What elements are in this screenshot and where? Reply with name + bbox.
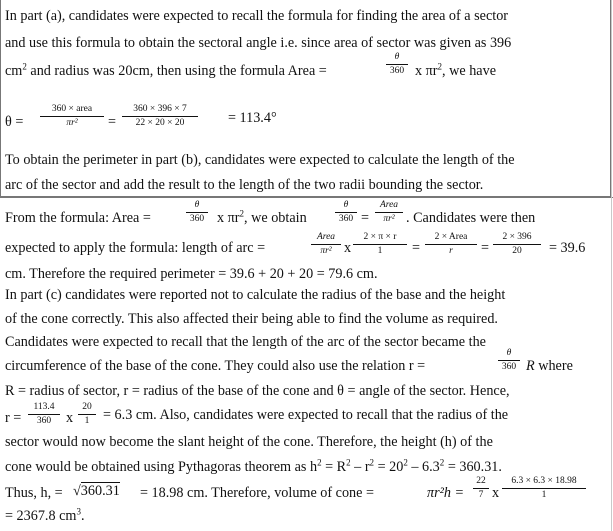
part-c-line-1: In part (c) candidates were reported not to calculate the radius of the base and the height — [5, 287, 506, 303]
fraction-theta-360: θ 360 — [386, 52, 408, 77]
fraction-1134-360: 113.4 360 — [28, 402, 60, 427]
fraction-360-area: 360 × area πr² — [40, 104, 104, 129]
times-x: x — [344, 240, 352, 256]
part-b-line-2: arc of the sector and add the result to the length of the two radii bounding the sector. — [5, 177, 484, 193]
times-x: x — [492, 485, 500, 501]
r-label: r = — [5, 410, 22, 426]
working-line-1: From the formula: Area = — [5, 210, 151, 226]
fraction-area-pir2: Area πr² — [375, 200, 403, 225]
part-c-line-4: circumference of the base of the cone. They could also use the relation r = — [5, 358, 426, 374]
equals-sign: = — [481, 240, 490, 256]
fraction-20-1: 20 1 — [78, 402, 96, 427]
fraction-2area-r: 2 × Area r — [425, 232, 477, 257]
part-c-line-6: = 6.3 cm. Also, candidates were expected to recall that the radius of the — [103, 407, 509, 423]
equals-sign: = — [108, 114, 117, 130]
part-a-line-1: In part (a), candidates were expected to recall the formula for finding the area of a sector — [5, 8, 509, 24]
right-border — [611, 0, 612, 531]
fraction-2396-20: 2 × 396 20 — [493, 232, 541, 257]
part-c-line-9b: = 18.98 cm. Therefore, volume of cone = — [140, 485, 374, 501]
arc-length-result: = 39.6 — [549, 240, 586, 256]
fraction-theta-360-c: θ 360 — [335, 200, 357, 225]
volume-result: = 2367.8 $cm^3$. — [5, 506, 85, 524]
equals-sign: = — [412, 240, 421, 256]
part-b-line-1: To obtain the perimeter in part (b), candidates were expected to calculate the length of the — [5, 152, 515, 168]
fraction-theta-360-b: θ 360 — [186, 200, 208, 225]
times-x: x — [66, 410, 74, 426]
part-a-line-3-end: x $\pi r^2$, we have — [415, 61, 496, 79]
sqrt-360-31: √360.31 — [73, 483, 120, 499]
fraction-22-7: 22 7 — [473, 476, 489, 501]
part-c-line-4-end: R where — [526, 358, 573, 374]
section-divider — [0, 197, 613, 198]
part-c-line-5: R = radius of sector, r = radius of the base of the cone and θ = angle of the sector. Hence, — [5, 383, 510, 399]
part-c-line-9: Thus, h, = — [5, 485, 63, 501]
part-a-line-2: and use this formula to obtain the sectoral angle i.e. since area of sector was given as 396 — [5, 35, 512, 51]
fraction-2pir: 2 × π × r 1 — [353, 232, 407, 257]
working-line-2: expected to apply the formula: length of arc = — [5, 240, 266, 256]
fraction-theta-360-d: θ 360 — [498, 348, 520, 373]
theta-label: θ = — [5, 114, 24, 130]
part-c-line-7: sector would now become the slant height of the cone. Therefore, the height (h) of the — [5, 434, 493, 450]
equals-sign: = — [361, 210, 370, 226]
volume-formula: πr²h = — [427, 485, 465, 501]
angle-result: = 113.4° — [228, 110, 277, 126]
fraction-volume: 6.3 × 6.3 × 18.98 1 — [502, 476, 586, 501]
working-line-1b: x $\pi r^2$, we obtain — [217, 208, 307, 226]
working-line-1e: . Candidates were then — [406, 210, 536, 226]
fraction-360-396-7: 360 × 396 × 7 22 × 20 × 20 — [122, 104, 198, 129]
part-c-line-3: Candidates were expected to recall that the length of the arc of the sector became the — [5, 334, 486, 350]
perimeter-line: cm. Therefore the required perimeter = 39.6 + 20 + 20 = 79.6 cm. — [5, 266, 378, 282]
part-a-line-3: $cm^2$ and radius was 20cm, then using the formula Area = — [5, 61, 327, 79]
part-c-line-2: of the cone correctly. This also affected their being able to find the volume as required. — [5, 311, 498, 327]
part-c-line-8: cone would be obtained using Pythagoras theorem as $h^2 = R^2 - r^2 = 20^2 - 6.3^2 = 360.31$. — [5, 457, 502, 475]
fraction-area-pir2-b: Area πr² — [311, 232, 341, 257]
